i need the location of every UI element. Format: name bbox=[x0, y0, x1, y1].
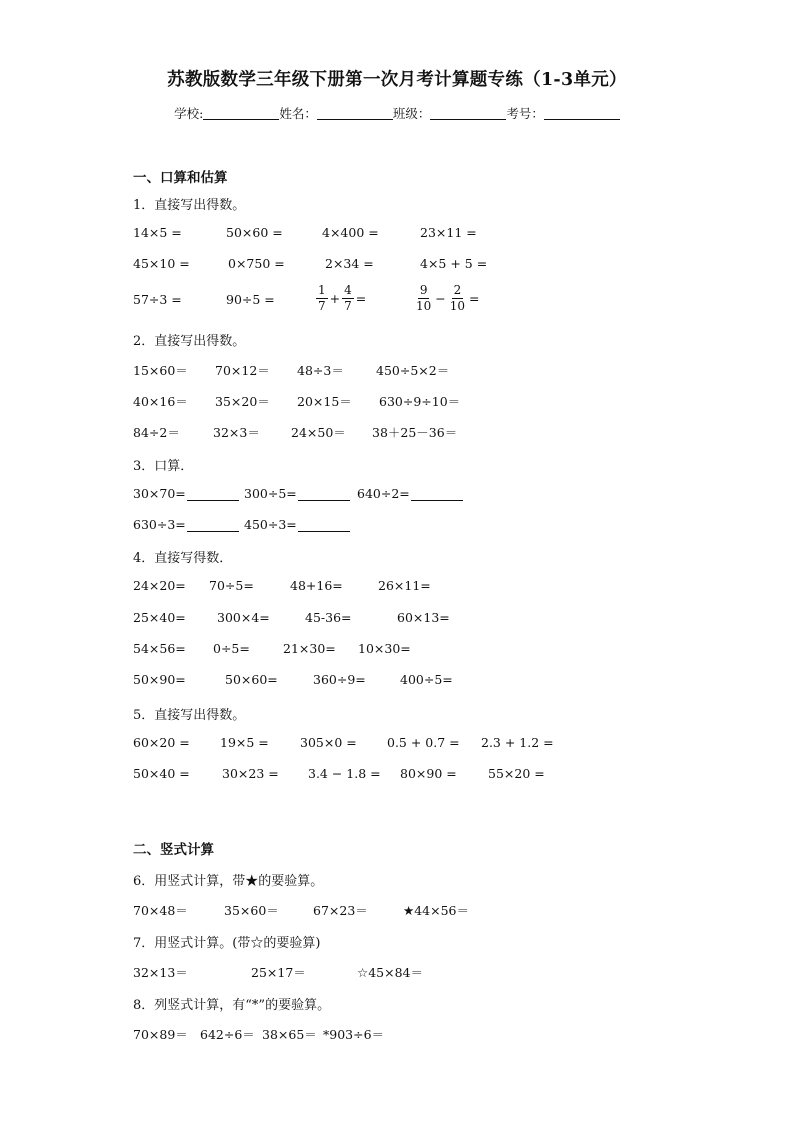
answer-blank[interactable] bbox=[187, 488, 239, 501]
q4-item: 0÷5= bbox=[213, 641, 250, 656]
q5-item: 3.4 − 1.8 = bbox=[308, 766, 381, 781]
q4-item: 300×4= bbox=[217, 610, 270, 625]
operator: + bbox=[329, 291, 341, 306]
q5-item: 60×20 = bbox=[133, 735, 190, 750]
q3-expression: 630÷3= bbox=[133, 517, 186, 532]
class-label: 班级： bbox=[392, 106, 431, 121]
fraction-denominator: 7 bbox=[344, 299, 352, 313]
fraction-numerator: 1 bbox=[318, 283, 326, 297]
q3-expression: 30×70= bbox=[133, 486, 186, 501]
q6-item: 70×48＝ bbox=[133, 903, 188, 918]
q3-item bbox=[244, 517, 350, 532]
q1-item: 4×5 + 5 = bbox=[420, 256, 488, 271]
fraction-numerator: 9 bbox=[419, 283, 428, 297]
q3-item bbox=[133, 517, 239, 532]
q2-item: 40×16＝ bbox=[133, 394, 188, 409]
q4-item: 24×20= bbox=[133, 578, 186, 593]
q1-item: 45×10 = bbox=[133, 256, 190, 271]
page-title: 苏教版数学三年级下册第一次月考计算题专练（1-3单元） bbox=[167, 70, 627, 90]
name-blank[interactable] bbox=[317, 107, 393, 120]
q1-fraction-expression-2 bbox=[414, 283, 482, 314]
q3-expression: 640÷2= bbox=[357, 486, 410, 501]
q4-item: 10×30= bbox=[358, 641, 411, 656]
fraction bbox=[342, 283, 354, 314]
q4-item: 45-36= bbox=[305, 610, 352, 625]
answer-blank[interactable] bbox=[298, 519, 350, 532]
answer-blank[interactable] bbox=[298, 488, 350, 501]
q1-item: 2×34 = bbox=[325, 256, 374, 271]
q2-item: 70×12＝ bbox=[215, 363, 270, 378]
q1-item: 14×5 = bbox=[133, 225, 182, 240]
q3-item bbox=[244, 486, 350, 501]
q2-item: 32×3＝ bbox=[213, 425, 260, 440]
fraction-denominator: 10 bbox=[416, 299, 432, 313]
q5-item: 30×23 = bbox=[222, 766, 279, 781]
question-1-prompt: 1．直接写出得数。 bbox=[133, 198, 246, 213]
q8-item: 38×65＝ bbox=[262, 1027, 317, 1042]
q6-item: 35×60＝ bbox=[224, 903, 279, 918]
answer-blank[interactable] bbox=[187, 519, 239, 532]
q5-item: 50×40 = bbox=[133, 766, 190, 781]
q2-item: 84÷2＝ bbox=[133, 425, 180, 440]
q1-item: 57÷3 = bbox=[133, 292, 182, 307]
student-info-line bbox=[0, 104, 794, 122]
q7-item: ☆45×84＝ bbox=[357, 965, 423, 980]
q4-item: 70÷5= bbox=[209, 578, 254, 593]
q5-item: 0.5 + 0.7 = bbox=[387, 735, 460, 750]
question-7-prompt: 7．用竖式计算。(带☆的要验算) bbox=[133, 936, 321, 951]
fraction-numerator: 4 bbox=[344, 283, 352, 297]
number-blank[interactable] bbox=[544, 107, 620, 120]
q1-item: 23×11 = bbox=[420, 225, 477, 240]
name-label: 姓名： bbox=[279, 106, 317, 121]
school-blank[interactable] bbox=[203, 107, 279, 120]
fraction-denominator: 10 bbox=[449, 299, 466, 313]
q5-item: 2.3 + 1.2 = bbox=[481, 735, 554, 750]
q3-item bbox=[357, 486, 463, 501]
q4-item: 26×11= bbox=[378, 578, 431, 593]
q2-item: 450÷5×2＝ bbox=[376, 363, 450, 378]
number-label: 考号： bbox=[506, 106, 544, 121]
q8-item: 642÷6＝ bbox=[200, 1027, 255, 1042]
question-5-prompt: 5．直接写出得数。 bbox=[133, 708, 246, 723]
q1-item: 50×60 = bbox=[226, 225, 283, 240]
q4-item: 21×30= bbox=[283, 641, 336, 656]
q4-item: 60×13= bbox=[397, 610, 450, 625]
q8-item: 70×89＝ bbox=[133, 1027, 188, 1042]
q2-item: 38＋25－36＝ bbox=[372, 425, 458, 440]
fraction bbox=[414, 283, 433, 314]
q4-item: 54×56= bbox=[133, 641, 186, 656]
q5-item: 19×5 = bbox=[220, 735, 269, 750]
section-heading-2: 二、竖式计算 bbox=[133, 842, 214, 858]
q2-item: 15×60＝ bbox=[133, 363, 188, 378]
q5-item: 80×90 = bbox=[400, 766, 457, 781]
class-blank[interactable] bbox=[430, 107, 506, 120]
q2-item: 35×20＝ bbox=[215, 394, 270, 409]
question-8-prompt: 8．列竖式计算，有“*”的要验算。 bbox=[133, 998, 331, 1013]
equals-sign: = bbox=[355, 291, 367, 306]
section-heading-1: 一、口算和估算 bbox=[133, 170, 228, 186]
q7-item: 32×13＝ bbox=[133, 965, 188, 980]
equals-sign: = bbox=[469, 291, 480, 306]
q2-item: 20×15＝ bbox=[297, 394, 352, 409]
q6-item: ★44×56＝ bbox=[403, 903, 469, 918]
fraction-numerator: 2 bbox=[453, 283, 462, 297]
q4-item: 400÷5= bbox=[400, 672, 453, 687]
fraction bbox=[448, 283, 467, 314]
q3-expression: 450÷3= bbox=[244, 517, 297, 532]
q3-expression: 300÷5= bbox=[244, 486, 297, 501]
q1-item: 4×400 = bbox=[322, 225, 379, 240]
q4-item: 50×60= bbox=[225, 672, 278, 687]
school-label: 学校: bbox=[174, 106, 204, 121]
q7-item: 25×17＝ bbox=[251, 965, 306, 980]
q4-item: 48+16= bbox=[290, 578, 343, 593]
answer-blank[interactable] bbox=[411, 488, 463, 501]
q2-item: 48÷3＝ bbox=[297, 363, 344, 378]
q2-item: 24×50＝ bbox=[291, 425, 346, 440]
q4-item: 360÷9= bbox=[313, 672, 366, 687]
q5-item: 305×0 = bbox=[300, 735, 357, 750]
q6-item: 67×23＝ bbox=[313, 903, 368, 918]
q3-item bbox=[133, 486, 239, 501]
q4-item: 50×90= bbox=[133, 672, 186, 687]
question-4-prompt: 4．直接写得数． bbox=[133, 551, 233, 566]
question-3-prompt: 3．口算． bbox=[133, 459, 194, 474]
q8-item: *903÷6＝ bbox=[323, 1027, 385, 1042]
q1-item: 90÷5 = bbox=[226, 292, 275, 307]
q5-item: 55×20 = bbox=[488, 766, 545, 781]
operator: − bbox=[435, 291, 446, 306]
q4-item: 25×40= bbox=[133, 610, 186, 625]
fraction-denominator: 7 bbox=[318, 299, 326, 313]
fraction bbox=[316, 283, 328, 314]
question-6-prompt: 6．用竖式计算，带★的要验算。 bbox=[133, 874, 324, 889]
q1-item: 0×750 = bbox=[228, 256, 285, 271]
q2-item: 630÷9÷10＝ bbox=[379, 394, 461, 409]
q1-fraction-expression-1 bbox=[316, 283, 368, 314]
question-2-prompt: 2．直接写出得数。 bbox=[133, 334, 246, 349]
